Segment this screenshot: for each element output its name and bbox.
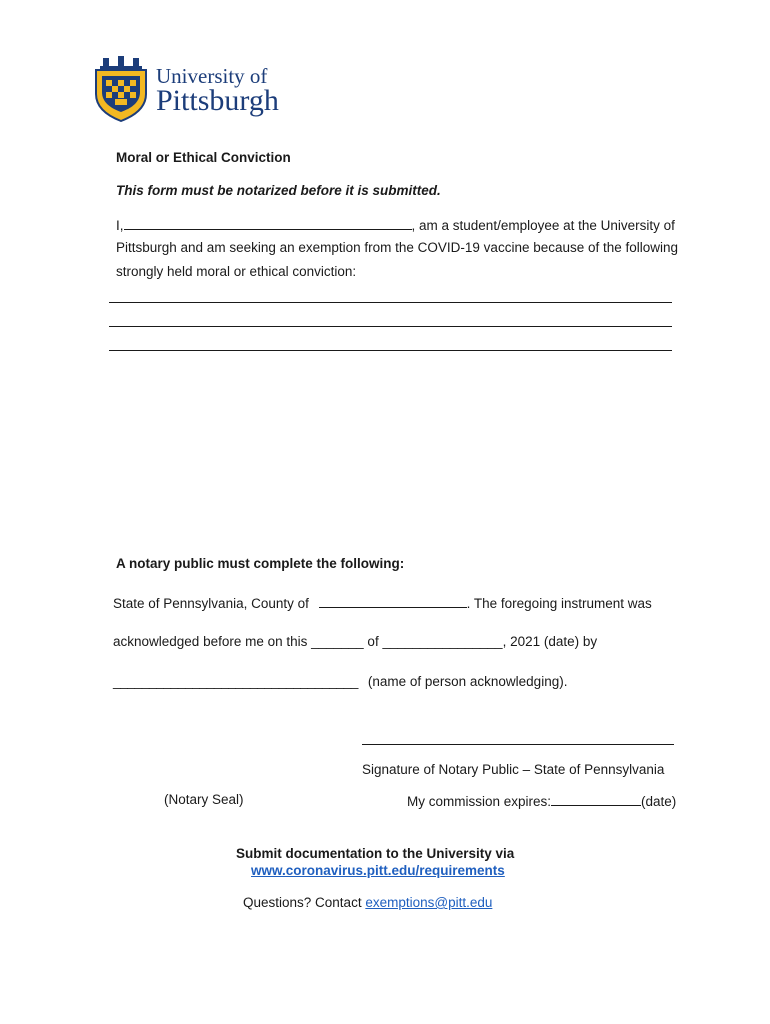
name-blank[interactable] (124, 216, 412, 230)
commission-date-blank[interactable] (551, 792, 641, 806)
conviction-line[interactable] (109, 326, 672, 327)
person-name-label: (name of person acknowledging). (367, 674, 568, 689)
state-suffix: . The foregoing instrument was (466, 596, 652, 611)
commission-date-label: (date) (641, 794, 677, 809)
form-title: Moral or Ethical Conviction (116, 150, 291, 165)
email-link[interactable]: exemptions@pitt.edu (365, 895, 493, 910)
intro-prefix: I, (116, 218, 124, 233)
requirements-link[interactable]: www.coronavirus.pitt.edu/requirements (251, 863, 505, 878)
logo-line1: University of (156, 64, 268, 88)
acknowledged-line: acknowledged before me on this _______ of ________________, 2021 (date) by (113, 634, 598, 649)
state-county-line (113, 594, 652, 612)
submit-line: Submit documentation to the University via (236, 846, 515, 861)
person-name-line (113, 674, 567, 690)
conviction-line[interactable] (109, 350, 672, 351)
intro-line-1 (116, 216, 675, 234)
signature-label: Signature of Notary Public – State of Pennsylvania (362, 762, 665, 777)
state-prefix: State of Pennsylvania, County of (113, 596, 309, 611)
commission-label: My commission expires: (407, 794, 552, 809)
commission-line (407, 792, 676, 810)
intro-suffix: , am a student/employee at the University of (411, 218, 675, 233)
signature-line[interactable] (362, 744, 674, 745)
university-logo (94, 56, 304, 122)
county-blank[interactable] (319, 594, 467, 608)
person-name-blank[interactable]: __________________________________ (113, 674, 359, 689)
notary-seal-label: (Notary Seal) (164, 792, 244, 807)
notary-heading: A notary public must complete the following: (116, 556, 405, 571)
conviction-line[interactable] (109, 302, 672, 303)
logo-line2: Pittsburgh (156, 84, 279, 117)
notarize-notice: This form must be notarized before it is submitted. (116, 183, 441, 198)
questions-prefix: Questions? Contact (243, 895, 366, 910)
intro-line-2: Pittsburgh and am seeking an exemption from the COVID-19 vaccine because of the following (116, 240, 679, 255)
university-shield-icon (94, 56, 148, 122)
intro-line-3: strongly held moral or ethical conviction: (116, 264, 357, 279)
questions-line (243, 895, 492, 911)
